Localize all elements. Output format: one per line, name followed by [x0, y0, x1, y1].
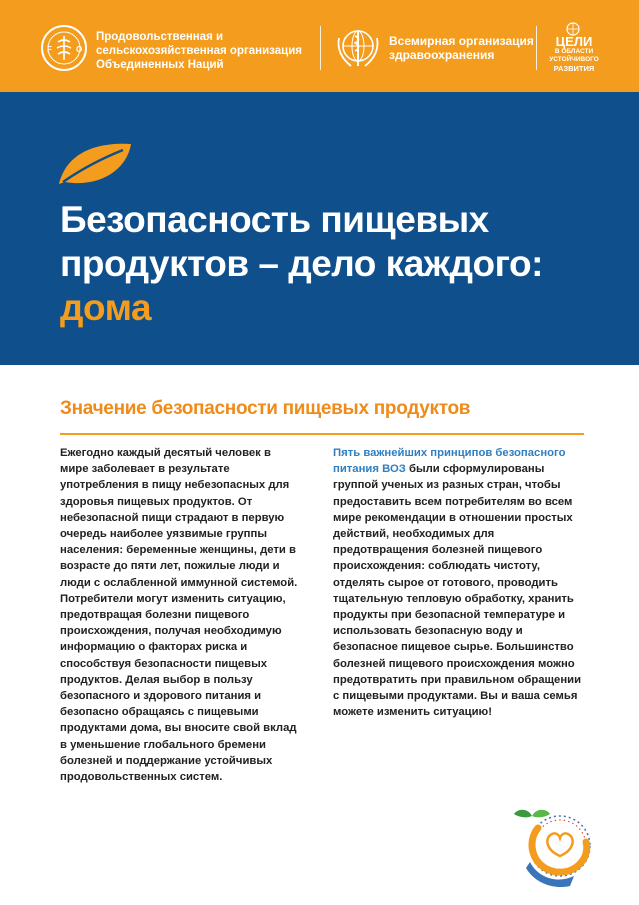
- section-divider: [60, 433, 584, 435]
- sdg-logo-text: ЦЕЛИ В ОБЛАСТИ УСТОЙЧИВОГО РАЗВИТИЯ: [549, 34, 599, 73]
- right-column: [333, 445, 585, 720]
- left-column: [60, 445, 300, 785]
- title-accent: дома: [60, 287, 152, 328]
- right-paragraph: [333, 445, 585, 720]
- header-divider: [320, 26, 321, 70]
- who-emblem-icon: [333, 24, 383, 72]
- page-title: [60, 198, 580, 330]
- title-line: продуктов – дело каждого:: [60, 243, 543, 284]
- section-heading: Значение безопасности пищевых продуктов: [60, 398, 471, 419]
- leaf-icon: [57, 140, 133, 188]
- fao-name: Продовольственная и сельскохозяйственная организация Объединенных Наций: [96, 31, 302, 71]
- left-paragraph: Ежегодно каждый десятый человек в мире заболевает в результате употребления в пищу небезопасных для здоровья пищевых продуктов. От небезопасной пищи страдают в первую очередь наиболее уязвимые группы населения: беременные женщины, дети в возрасте до пяти лет, пожилые люди и люди с ослабленной иммунной системой. Потребители могут изменить ситуацию, предотвращая болезни пищевого происхождения, получая необходимую информацию о факторах риска и способствуя безопасности пищевых продуктов. Делая выбор в пользу безопасного и здорового питания и безопасно обращаясь с пищевыми продуктами дома, вы вносите свой вклад в уменьшение глобального бремени болезней и поддержание устойчивых продовольственных систем.: [60, 447, 298, 784]
- fao-logo-icon: [40, 24, 88, 72]
- who-name: Всемирная организация здравоохранения: [389, 34, 534, 62]
- header-divider: [536, 26, 537, 70]
- right-paragraph-text: были сформулированы группой ученых из разных стран, чтобы предоставить всем потребителям во всем мире рекомендации в отношении простых действий, необходимых для предотвращения болезней пищевого происхождения: соблюдать чистоту, отделять сырое от готового, проводить тщательную тепловую обработку, хранить продукты при безопасной температуре и использовать безопасную воду и безопасное пищевое сырье. Большинство болезней пищевого происхождения можно предотвратить при правильном обращении с пищевыми продуктами. Вы и ваша семья можете изменить ситуацию!: [333, 463, 582, 719]
- title-line: Безопасность пищевых: [60, 199, 489, 240]
- principles-highlight: Пять важнейших принципов безопасного питания ВОЗ: [333, 447, 566, 476]
- svg-text:F: F: [47, 45, 52, 54]
- world-food-safety-day-icon: [508, 798, 604, 894]
- header-bar: [0, 0, 639, 92]
- svg-text:O: O: [76, 45, 83, 54]
